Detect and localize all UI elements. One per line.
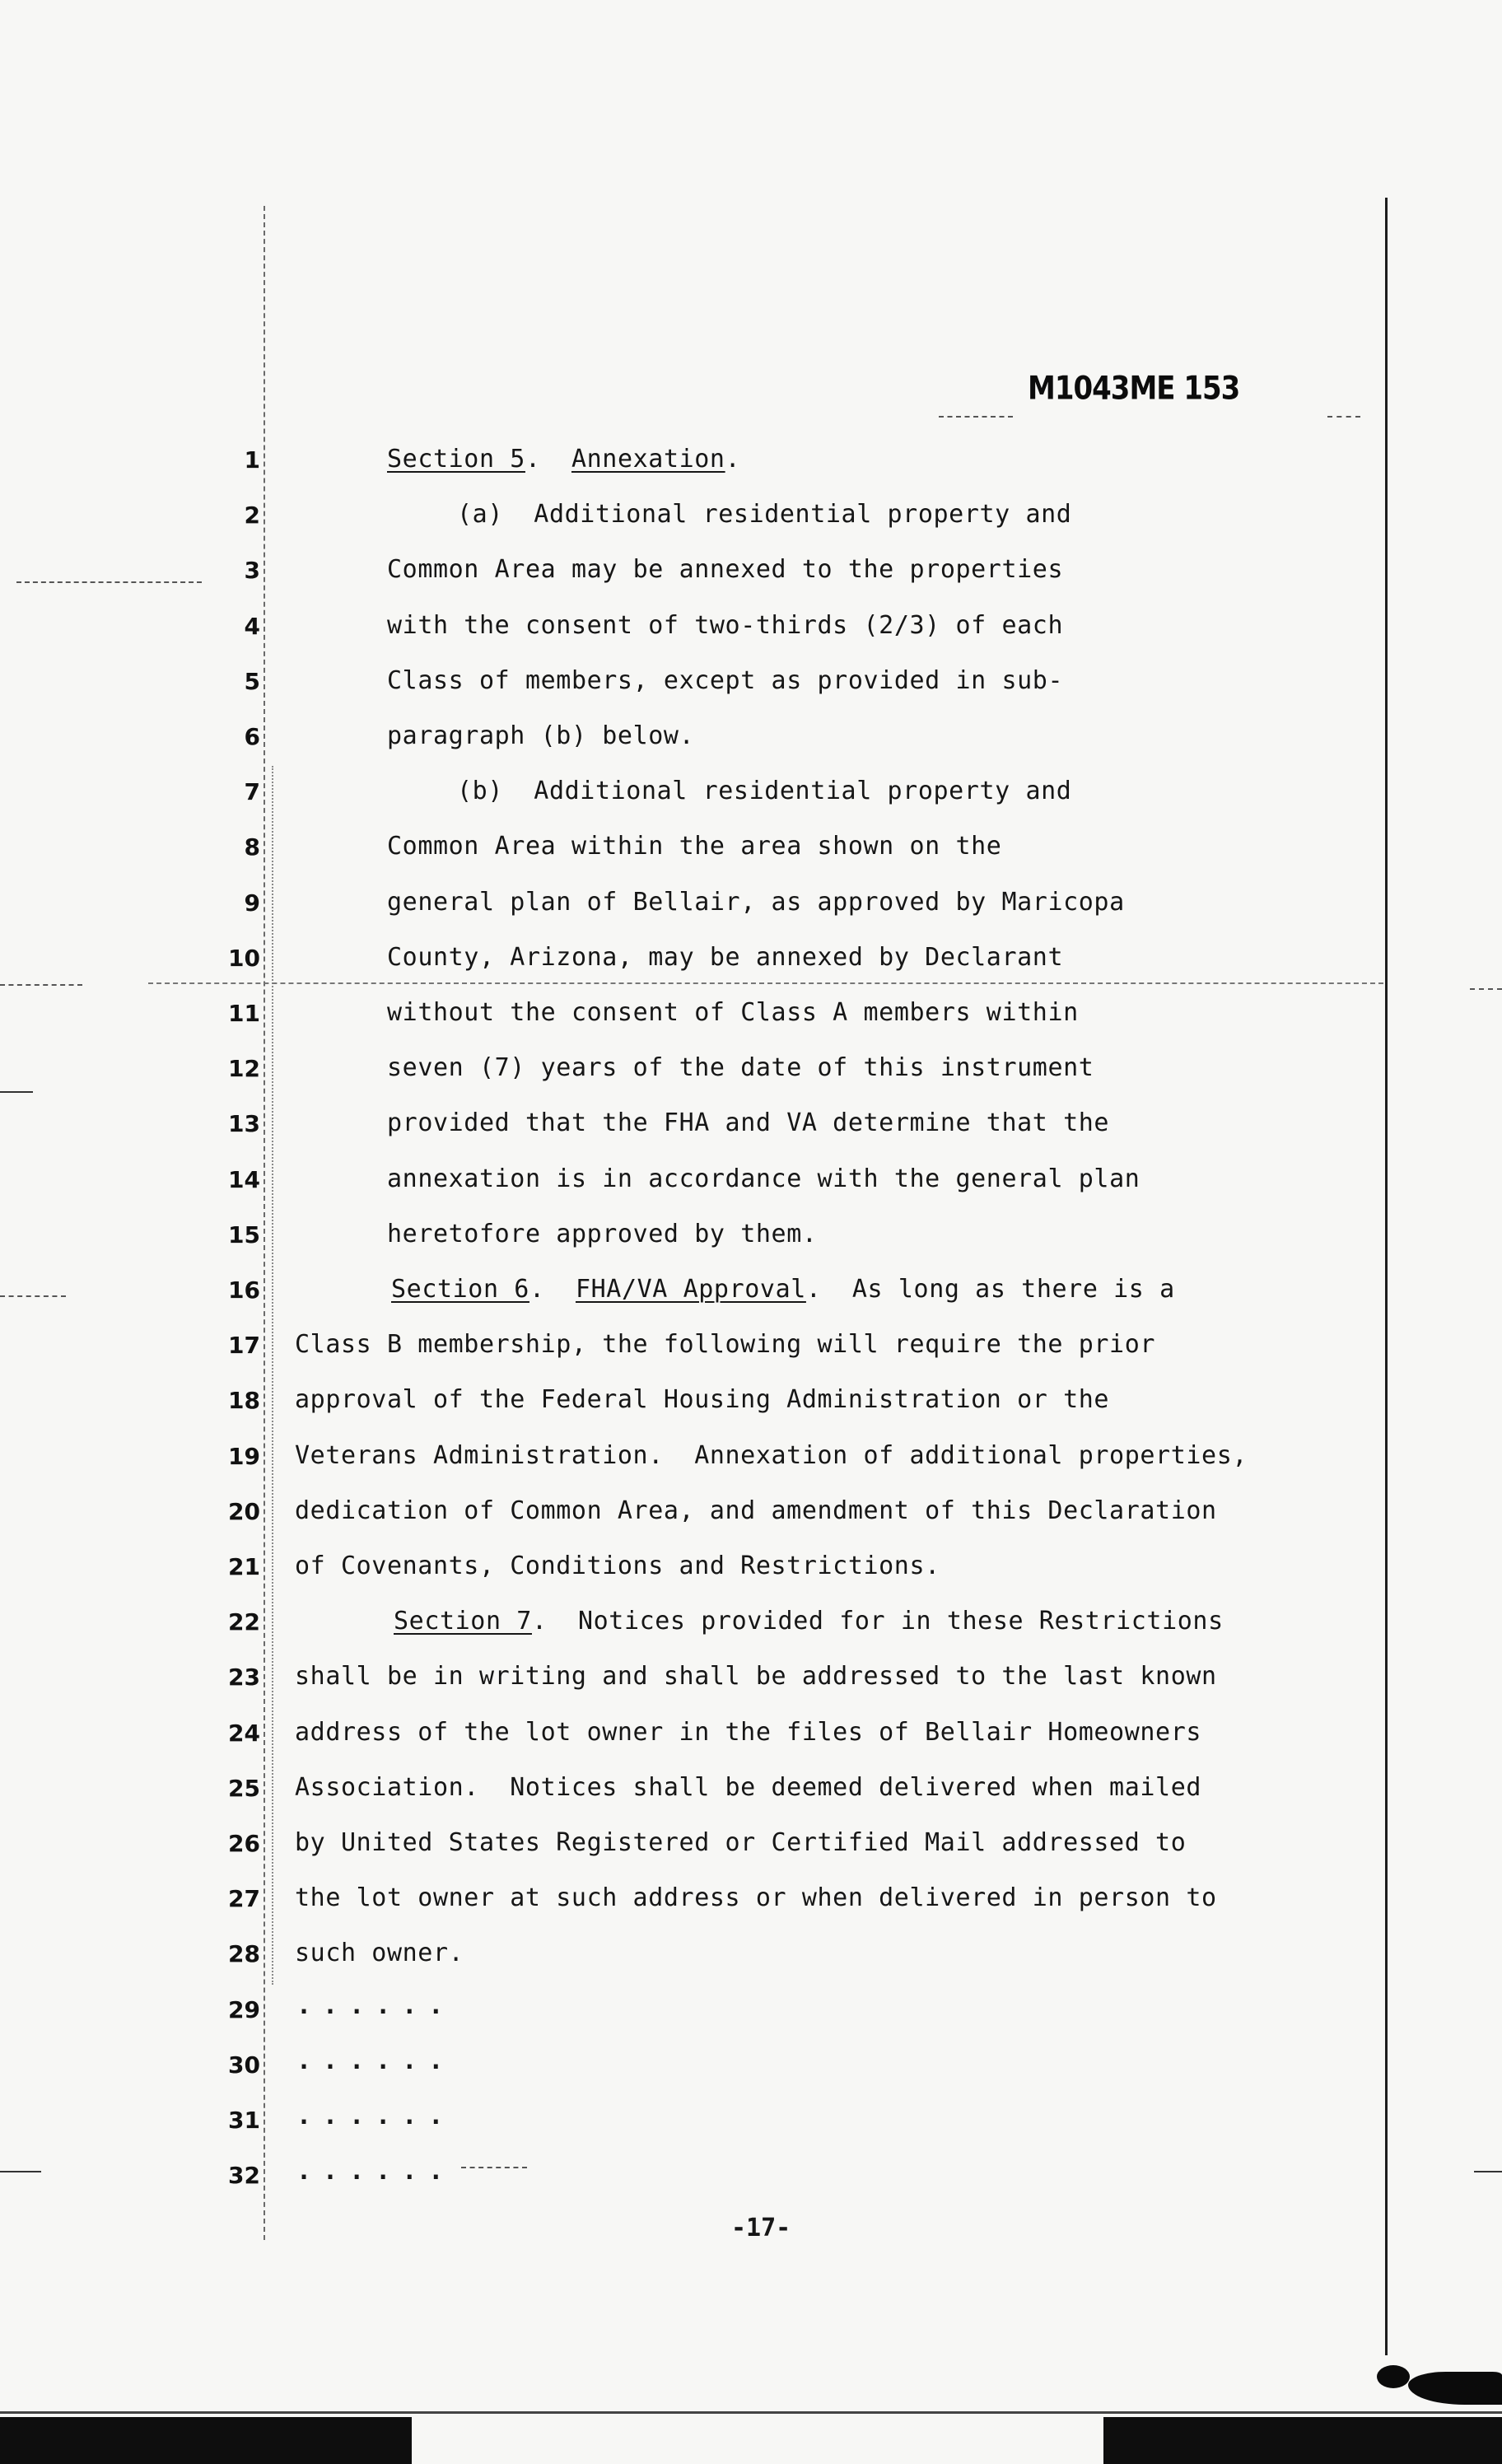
text-segment: seven (7) years of the date of this instrument <box>387 1053 1094 1083</box>
line-number: 23 <box>228 1664 260 1692</box>
line-number: 5 <box>244 667 260 695</box>
text-segment: (b) Additional residential property and <box>457 777 1072 806</box>
scan-bottom-gap <box>412 2417 1103 2464</box>
text-segment: by United States Registered or Certified Mail addressed to <box>295 1828 1187 1857</box>
text-line <box>387 832 1001 861</box>
line-number: 10 <box>228 944 260 972</box>
text-line <box>295 1828 1186 1858</box>
text-segment: with the consent of two-thirds (2/3) of each <box>387 610 1064 640</box>
line-number: 4 <box>244 612 260 640</box>
text-segment: shall be in writing and shall be addressed to the last known <box>295 1662 1217 1692</box>
line-number: 17 <box>228 1332 260 1360</box>
text-segment: annexation is in accordance with the general plan <box>387 1164 1140 1193</box>
page-number: -17- <box>731 2214 791 2242</box>
right-margin-rule <box>1385 198 1388 2355</box>
text-segment: the lot owner at such address or when delivered in person to <box>295 1883 1217 1913</box>
line-number: 31 <box>228 2107 260 2134</box>
line-number: 25 <box>228 1774 260 1802</box>
line-number: 15 <box>228 1220 260 1248</box>
text-line <box>295 1662 1217 1692</box>
scan-mark <box>461 2167 527 2168</box>
line-number: 11 <box>228 1000 260 1027</box>
text-line <box>387 445 740 474</box>
line-number: 1 <box>244 446 260 474</box>
section-heading: Annexation <box>571 445 725 474</box>
ellipsis-fill: ...... <box>296 1990 455 2020</box>
left-margin-rule-secondary <box>272 766 273 1985</box>
scan-mark <box>16 581 202 583</box>
text-segment: . <box>525 445 571 474</box>
line-number: 18 <box>228 1387 260 1415</box>
text-segment: paragraph (b) below. <box>387 721 695 750</box>
ellipsis-fill: ...... <box>296 2046 455 2075</box>
scan-mark <box>0 1295 66 1297</box>
text-segment: of Covenants, Conditions and Restrictions. <box>295 1552 940 1580</box>
text-segment: approval of the Federal Housing Administration or the <box>295 1385 1110 1415</box>
text-line <box>387 943 1063 973</box>
text-line <box>387 1108 1109 1138</box>
line-number: 30 <box>228 2051 260 2079</box>
line-number: 28 <box>228 1940 260 1968</box>
scan-mark <box>0 2171 41 2172</box>
text-segment: heretofore approved by them. <box>387 1219 818 1248</box>
text-line <box>394 1607 1224 1636</box>
text-segment: . Notices provided for in these Restrictions <box>531 1607 1224 1636</box>
text-segment: Association. Notices shall be deemed delivered when mailed <box>295 1772 1202 1802</box>
text-line <box>295 1330 1155 1360</box>
text-line <box>295 1385 1109 1415</box>
text-segment: . As long as there is a <box>805 1275 1175 1304</box>
line-number: 2 <box>244 502 260 530</box>
scan-mark <box>1474 2171 1502 2172</box>
text-segment: (a) Additional residential property and <box>457 500 1072 530</box>
scan-mark <box>1327 416 1360 418</box>
left-margin-rule <box>264 206 265 2240</box>
text-segment: such owner. <box>295 1939 464 1968</box>
line-number: 24 <box>228 1719 260 1747</box>
text-segment: Veterans Administration. Annexation of additional properties, <box>295 1440 1248 1470</box>
section-heading: Section 7 <box>394 1607 532 1636</box>
text-line <box>295 1773 1201 1803</box>
text-line <box>387 555 1063 585</box>
line-number: 29 <box>228 1995 260 2023</box>
text-line <box>391 1275 1175 1304</box>
text-segment: provided that the FHA and VA determine that the <box>387 1108 1110 1138</box>
line-number: 3 <box>244 557 260 585</box>
scan-mark <box>939 416 1013 418</box>
ink-blot <box>1408 2372 1502 2405</box>
text-line <box>295 1718 1201 1748</box>
line-number: 14 <box>228 1165 260 1193</box>
line-number: 27 <box>228 1885 260 1913</box>
text-line <box>457 777 1071 806</box>
text-line <box>295 1552 940 1581</box>
line-number: 32 <box>228 2162 260 2190</box>
text-line <box>387 1164 1140 1194</box>
ellipsis-fill: ...... <box>296 2102 455 2130</box>
line-number: 21 <box>228 1553 260 1580</box>
scan-edge-line <box>0 2411 1502 2414</box>
scan-mark <box>0 984 82 986</box>
text-segment: Common Area may be annexed to the properties <box>387 555 1064 585</box>
text-segment: County, Arizona, may be annexed by Declarant <box>387 942 1064 972</box>
scan-mark <box>0 1091 33 1093</box>
text-segment: . <box>529 1275 576 1304</box>
line-number: 22 <box>228 1608 260 1636</box>
ellipsis-fill: ...... <box>296 2157 455 2186</box>
text-segment: . <box>725 445 741 474</box>
section-heading: Section 6 <box>391 1275 529 1304</box>
line-number: 8 <box>244 833 260 861</box>
section-heading: FHA/VA Approval <box>575 1275 806 1304</box>
text-segment: Class B membership, the following will require the prior <box>295 1330 1156 1360</box>
line-number: 12 <box>228 1055 260 1083</box>
text-line <box>295 1883 1217 1913</box>
line-number: 7 <box>244 778 260 806</box>
text-segment: dedication of Common Area, and amendment of this Declaration <box>295 1496 1217 1525</box>
line-number: 16 <box>228 1276 260 1304</box>
line-number: 19 <box>228 1442 260 1470</box>
text-line <box>457 500 1071 530</box>
text-line <box>387 666 1063 696</box>
text-segment: general plan of Bellair, as approved by Maricopa <box>387 887 1125 917</box>
text-line <box>387 1220 818 1249</box>
ink-blot <box>1377 2365 1410 2388</box>
text-line <box>295 1441 1248 1471</box>
text-segment: address of the lot owner in the files of Bellair Homeowners <box>295 1717 1202 1747</box>
text-line <box>387 611 1063 641</box>
scan-mark <box>1470 988 1502 990</box>
text-line <box>295 1939 464 1968</box>
line-number: 9 <box>244 889 260 917</box>
line-number: 26 <box>228 1830 260 1857</box>
line-number: 13 <box>228 1110 260 1138</box>
text-line <box>387 888 1125 917</box>
text-segment: without the consent of Class A members within <box>387 998 1079 1027</box>
text-line <box>387 1053 1094 1083</box>
text-line <box>295 1496 1217 1526</box>
line-number: 6 <box>244 723 260 750</box>
line-number: 20 <box>228 1497 260 1525</box>
text-segment: Common Area within the area shown on the <box>387 832 1002 861</box>
text-line <box>387 998 1079 1028</box>
scan-mark <box>148 982 1383 984</box>
text-line <box>387 721 694 751</box>
section-heading: Section 5 <box>387 445 525 474</box>
text-segment: Class of members, except as provided in sub- <box>387 665 1064 695</box>
recording-stamp: M1043ME 153 <box>1028 370 1240 408</box>
